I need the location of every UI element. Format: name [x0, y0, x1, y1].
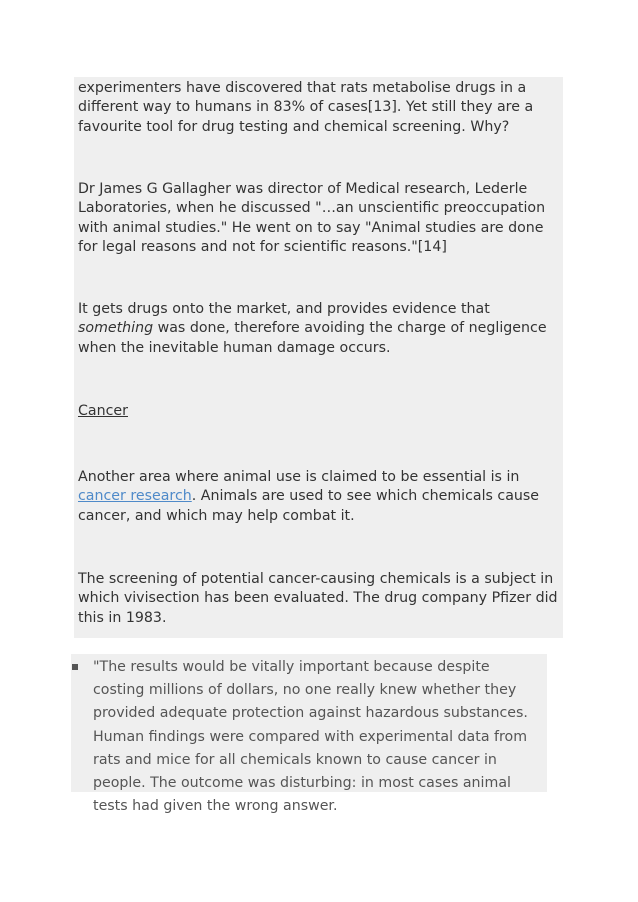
quote-text: "The results would be vitally important because despite costing millions of dollars, no one really knew whether they provided adequate protection against hazardous substances. Human findings were compared with experimental data from rats and mice for all chemicals known to cause cancer in people. The outcome was disturbing: in most cases animal tests had given the wrong answer.: [93, 659, 528, 815]
paragraph-pfizer: The screening of potential cancer-causing chemicals is a subject in which vivisection has been evaluated. The drug company Pfizer did this in 1983.: [78, 571, 558, 626]
paragraph-market-emphasis: something: [78, 320, 154, 337]
paragraph-gallagher: Dr James G Gallagher was director of Medical research, Lederle Laboratories, when he discussed "…an unscientific preoccupation with animal studies." He went on to say "Animal studies are done for legal reasons and not for scientific reasons."[14]: [78, 181, 546, 255]
paragraph-rats-metabolism: experimenters have discovered that rats metabolise drugs in a different way to humans in 83% of cases[13]. Yet still they are a favourite tool for drug testing and chemical screening. Why?: [78, 80, 534, 135]
paragraph-market-text-2: was done, therefore avoiding the charge of negligence when the inevitable human damage occurs.: [78, 320, 547, 356]
paragraph-cancer-research: [78, 468, 562, 526]
section-heading-cancer: Cancer: [78, 403, 128, 419]
cancer-research-link[interactable]: cancer research: [78, 488, 192, 505]
paragraph-cancer-text-2: . Animals are used to see which chemicals cause cancer, and which may help combat it.: [78, 488, 540, 524]
paragraph-market: [78, 300, 562, 358]
paragraph-market-text-1: It gets drugs onto the market, and provides evidence that: [78, 301, 490, 317]
bullet-icon: [72, 664, 78, 670]
paragraph-cancer-text-1: Another area where animal use is claimed to be essential is in: [78, 469, 520, 485]
